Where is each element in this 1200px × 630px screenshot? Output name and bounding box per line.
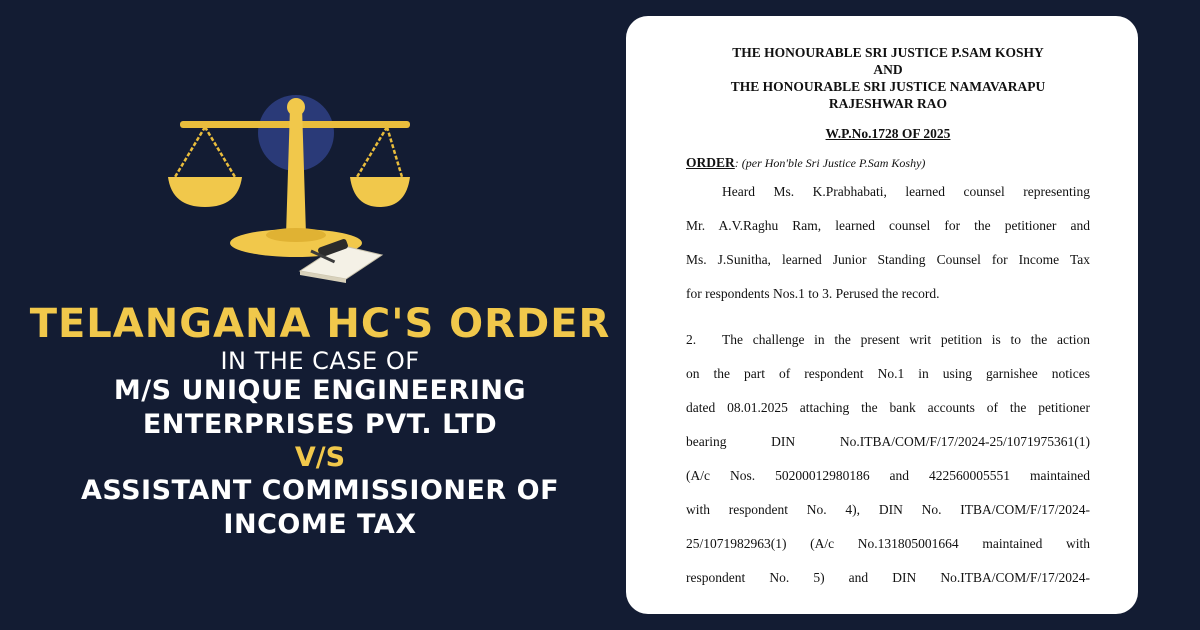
- order-per: : (per Hon'ble Sri Justice P.Sam Koshy): [734, 156, 926, 170]
- para1-line: Heard Ms. K.Prabhabati, learned counsel representing: [722, 184, 1090, 199]
- respondent-name-line1: ASSISTANT COMMISSIONER OF: [80, 475, 560, 506]
- court-order-document: [626, 16, 1138, 614]
- para1-line: Mr. A.V.Raghu Ram, learned counsel for the petitioner and: [686, 218, 1090, 233]
- case-number: W.P.No.1728 OF 2025: [825, 126, 951, 141]
- paragraph-2: [686, 323, 1090, 595]
- respondent-name-line2: INCOME TAX: [223, 509, 417, 540]
- judge-1: THE HONOURABLE SRI JUSTICE P.SAM KOSHY: [732, 45, 1044, 60]
- order-label: ORDER: [686, 155, 735, 170]
- para2-line: bearing DIN No.ITBA/COM/F/17/2024-25/1071975361(1): [686, 434, 1090, 449]
- bench-header: [686, 44, 1090, 112]
- para2-line: with respondent No. 4), DIN No. ITBA/COM/F/17/2024-: [686, 502, 1090, 517]
- petitioner-name-line1: M/S UNIQUE ENGINEERING: [113, 375, 527, 406]
- para1-line: for respondents Nos.1 to 3. Perused the record.: [686, 286, 940, 301]
- para2-line: on the part of respondent No.1 in using garnishee notices: [686, 366, 1090, 381]
- and-separator: AND: [873, 62, 903, 77]
- versus-label: V/S: [294, 442, 346, 473]
- judge-2-line2: RAJESHWAR RAO: [828, 96, 948, 111]
- para1-line: Ms. J.Sunitha, learned Junior Standing Counsel for Income Tax: [686, 252, 1090, 267]
- headline-title: TELANGANA HC'S ORDER: [29, 301, 611, 347]
- headline: [20, 300, 620, 542]
- order-heading: [686, 155, 1090, 171]
- para2-line: respondent No. 5) and DIN No.ITBA/COM/F/17/2024-: [686, 570, 1090, 585]
- paragraph-1: [686, 175, 1090, 311]
- para2-line: The challenge in the present writ petition is to the action: [722, 332, 1090, 347]
- headline-subtitle: IN THE CASE OF: [220, 347, 420, 375]
- para2-line: (A/c Nos. 50200012980186 and 422560005551 maintained: [686, 468, 1090, 483]
- para2-line: dated 08.01.2025 attaching the bank accounts of the petitioner: [686, 400, 1090, 415]
- para2-number: 2.: [686, 332, 697, 347]
- para2-line: 25/1071982963(1) (A/c No.131805001664 maintained with: [686, 536, 1090, 551]
- judge-2-line1: THE HONOURABLE SRI JUSTICE NAMAVARAPU: [730, 79, 1046, 94]
- petitioner-name-line2: ENTERPRISES PVT. LTD: [142, 409, 498, 440]
- scales-of-justice-icon: [150, 85, 410, 285]
